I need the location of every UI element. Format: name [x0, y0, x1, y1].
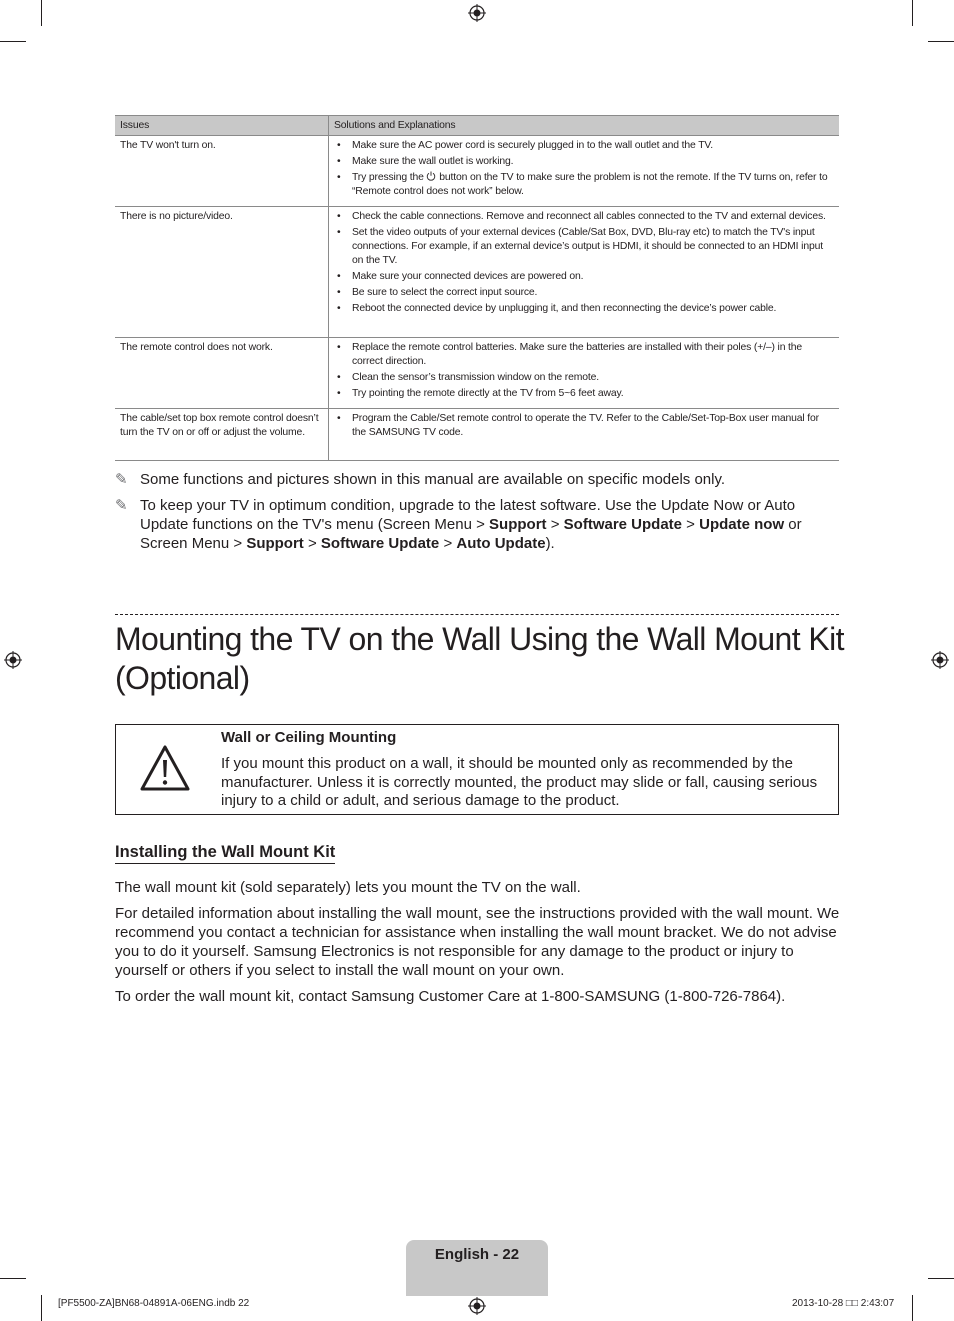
list-item: • Program the Cable/Set remote control to operate the TV. Refer to the Cable/Set-Top-Box user manual for the SAMSUNG TV code. — [337, 412, 834, 440]
solution-list — [337, 210, 834, 316]
pencil-note-icon: ✎ — [115, 497, 128, 514]
menu-path-item: Update now — [699, 516, 785, 533]
list-item: • Be sure to select the correct input source. — [337, 286, 834, 300]
menu-path-item: Software Update — [563, 516, 683, 533]
list-item: • Reboot the connected device by unplugging it, and then reconnecting the device’s power cable. — [337, 302, 834, 316]
note — [115, 496, 839, 553]
crop-mark — [928, 41, 954, 42]
section-divider — [115, 614, 839, 615]
page-number-tab — [406, 1240, 548, 1296]
list-item: • Clean the sensor’s transmission window on the remote. — [337, 371, 834, 385]
table-header-row — [115, 116, 839, 136]
crop-mark — [41, 0, 42, 26]
pencil-note-icon: ✎ — [115, 471, 128, 488]
solution-cell — [329, 136, 840, 207]
list-item: • Replace the remote control batteries. Make sure the batteries are installed with their poles (+/–) in the correct direction. — [337, 341, 834, 369]
solution-list — [337, 412, 834, 440]
list-item — [337, 171, 834, 199]
menu-path-separator: > — [682, 516, 700, 533]
page-number: English - 22 — [434, 1246, 520, 1263]
list-item: • Set the video outputs of your external devices (Cable/Sat Box, DVD, Blu-ray etc) to match the TV's input connections. For example, if an external device’s output is HDMI, it should be connected to an HDMI input on the TV. — [337, 226, 834, 268]
subsection-title: Installing the Wall Mount Kit — [115, 843, 335, 864]
menu-path-item: Support — [489, 516, 547, 533]
list-item: • Make sure the AC power cord is securely plugged in to the wall outlet and the TV. — [337, 139, 834, 153]
table-row — [115, 409, 839, 461]
list-item: • Make sure the wall outlet is working. — [337, 155, 834, 169]
power-icon — [426, 171, 436, 181]
menu-path-item: Support — [246, 535, 304, 552]
list-item: • Make sure your connected devices are powered on. — [337, 270, 834, 284]
solution-cell — [329, 338, 840, 409]
warning-box — [115, 724, 839, 815]
warning-heading: Wall or Ceiling Mounting — [221, 729, 397, 746]
table-row — [115, 207, 839, 338]
crop-mark — [0, 1278, 26, 1279]
note-text: Some functions and pictures shown in this manual are available on specific models only. — [140, 471, 726, 488]
date-info: 2013-10-28 □□ 2:43:07 — [792, 1298, 895, 1309]
issue-cell: There is no picture/video. — [115, 207, 329, 338]
registration-mark-icon — [468, 4, 486, 22]
crop-mark — [912, 0, 913, 26]
paragraph: To order the wall mount kit, contact Samsung Customer Care at 1-800-SAMSUNG (1-800-726-7864). — [115, 988, 786, 1005]
menu-path-item: Auto Update — [456, 535, 546, 552]
warning-body: If you mount this product on a wall, it should be mounted only as recommended by the manufacturer. Unless it is correctly mounted, the product may slide or fall, causing serious injury to a child or adult, and serious damage to the product. — [221, 755, 818, 809]
solution-cell — [329, 207, 840, 338]
list-item-text: button on the TV to make sure the problem is not the remote. If the TV turns on, refer to “Remote control does not work” below. — [352, 172, 828, 197]
note — [115, 470, 839, 489]
table-header-issues: Issues — [115, 116, 329, 136]
table-header-solutions: Solutions and Explanations — [329, 116, 840, 136]
issue-cell: The cable/set top box remote control doesn’t turn the TV on or off or adjust the volume. — [115, 409, 329, 461]
issue-cell: The TV won't turn on. — [115, 136, 329, 207]
paragraph: For detailed information about installing the wall mount, see the instructions provided with the wall mount. We recommend you contact a technician for assistance when installing the wall mount bracket. We do not advise you to do it yourself. Samsung Electronics is not responsible for any damage to the product or injury to yourself or others if you select to install the wall mount on your own. — [115, 905, 840, 979]
registration-mark-icon — [931, 651, 949, 669]
solution-list — [337, 341, 834, 401]
note-text-part: or Screen Menu > — [140, 516, 802, 552]
menu-path-item: Software Update — [320, 535, 440, 552]
registration-mark-icon — [4, 651, 22, 669]
list-item: • Check the cable connections. Remove and reconnect all cables connected to the TV and external devices. — [337, 210, 834, 224]
issue-cell: The remote control does not work. — [115, 338, 329, 409]
menu-path-separator: > — [439, 535, 457, 552]
registration-mark-icon — [468, 1297, 486, 1315]
note-text — [140, 497, 802, 552]
troubleshooting-table — [115, 115, 839, 461]
solution-cell — [329, 409, 840, 461]
list-item-text: Try pressing the — [352, 172, 424, 183]
note-text-part: To keep your TV in optimum condition, upgrade to the latest software. Use the Update Now or Auto Update functions on the TV's menu (Screen Menu > — [140, 497, 796, 533]
crop-mark — [912, 1295, 913, 1321]
crop-mark — [41, 1295, 42, 1321]
section-title: Mounting the TV on the Wall Using the Wall Mount Kit (Optional) — [115, 621, 844, 696]
menu-path-separator: > — [546, 516, 564, 533]
table-row — [115, 136, 839, 207]
paragraph: The wall mount kit (sold separately) lets you mount the TV on the wall. — [115, 879, 581, 896]
crop-mark — [0, 41, 26, 42]
solution-list — [337, 139, 834, 199]
warning-triangle-icon — [139, 744, 191, 792]
file-info: [PF5500-ZA]BN68-04891A-06ENG.indb 22 — [58, 1298, 250, 1309]
table-row — [115, 338, 839, 409]
note-text-part: ). — [545, 535, 555, 552]
crop-mark — [928, 1278, 954, 1279]
menu-path-separator: > — [303, 535, 321, 552]
list-item: • Try pointing the remote directly at the TV from 5~6 feet away. — [337, 387, 834, 401]
